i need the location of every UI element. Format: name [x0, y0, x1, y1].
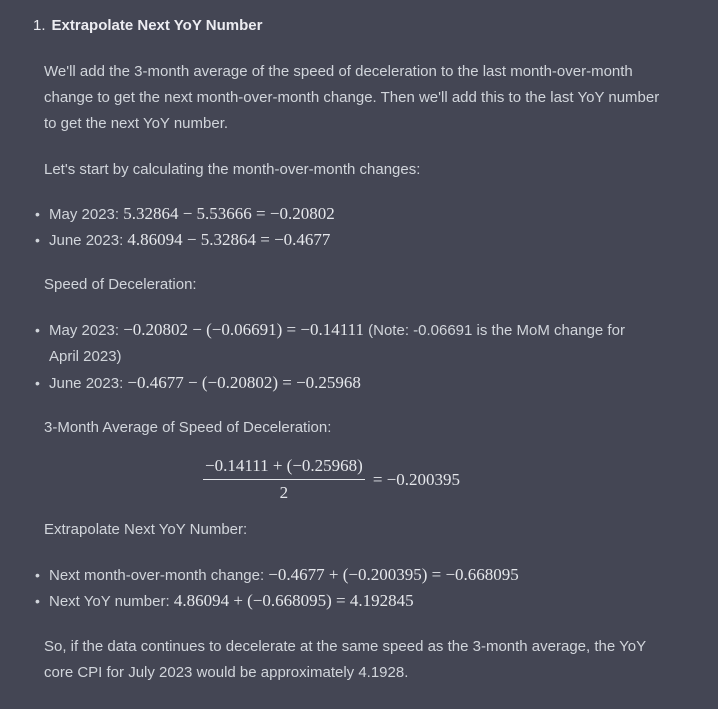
extrapolate-heading: Extrapolate Next YoY Number: — [44, 521, 248, 538]
speed-heading: Speed of Deceleration: — [44, 276, 197, 293]
bullet-label: May 2023: — [49, 322, 124, 339]
math-expression: −0.4677 − (−0.20802) = −0.25968 — [127, 373, 361, 392]
start-paragraph: Let's start by calculating the month-over-month changes: — [44, 161, 421, 178]
list-item-heading — [33, 17, 262, 34]
intro-paragraph: We'll add the 3-month average of the speed of deceleration to the last month-over-month change to get the next month-over-month change. Then we'll add this to the last YoY number to get the next YoY number. — [44, 63, 660, 132]
bullet-icon: • — [35, 593, 40, 609]
math-expression: −0.20802 − (−0.06691) = −0.14111 — [123, 320, 364, 339]
fraction-result: = −0.200395 — [372, 469, 461, 489]
fraction-equation — [203, 456, 460, 503]
average-heading: 3-Month Average of Speed of Deceleration: — [44, 419, 332, 436]
conclusion-paragraph: So, if the data continues to decelerate at the same speed as the 3-month average, the YoY core CPI for July 2023 would be approximately 4.1928. — [44, 638, 646, 681]
fraction — [203, 456, 365, 503]
list-number: 1. — [33, 17, 46, 34]
bullet-icon: • — [35, 232, 40, 248]
list-item — [35, 370, 685, 397]
bullet-icon: • — [35, 567, 40, 583]
list-item — [35, 317, 685, 370]
bullet-icon: • — [35, 206, 40, 222]
bullet-icon: • — [35, 375, 40, 391]
list-item — [35, 227, 685, 254]
bullet-label: Next month-over-month change: — [49, 567, 269, 584]
math-expression: 5.32864 − 5.53666 = −0.20802 — [123, 204, 335, 223]
bullet-label: Next YoY number: — [49, 593, 174, 610]
bullet-label: June 2023: — [49, 232, 128, 249]
section-title: Extrapolate Next YoY Number — [51, 17, 263, 34]
math-expression: −0.4677 + (−0.200395) = −0.668095 — [268, 565, 519, 584]
list-item — [35, 588, 685, 615]
fraction-numerator: −0.14111 + (−0.25968) — [203, 456, 365, 480]
bullet-label: May 2023: — [49, 206, 124, 223]
math-expression: 4.86094 − 5.32864 = −0.4677 — [127, 230, 331, 249]
list-item — [35, 201, 685, 228]
fraction-denominator: 2 — [279, 483, 289, 502]
bullet-icon: • — [35, 322, 40, 338]
bullet-label: June 2023: — [49, 375, 128, 392]
note-text: (Note: -0.06691 is the MoM change for April 2023) — [49, 322, 625, 365]
list-item — [35, 562, 685, 589]
math-expression: 4.86094 + (−0.668095) = 4.192845 — [173, 591, 414, 610]
